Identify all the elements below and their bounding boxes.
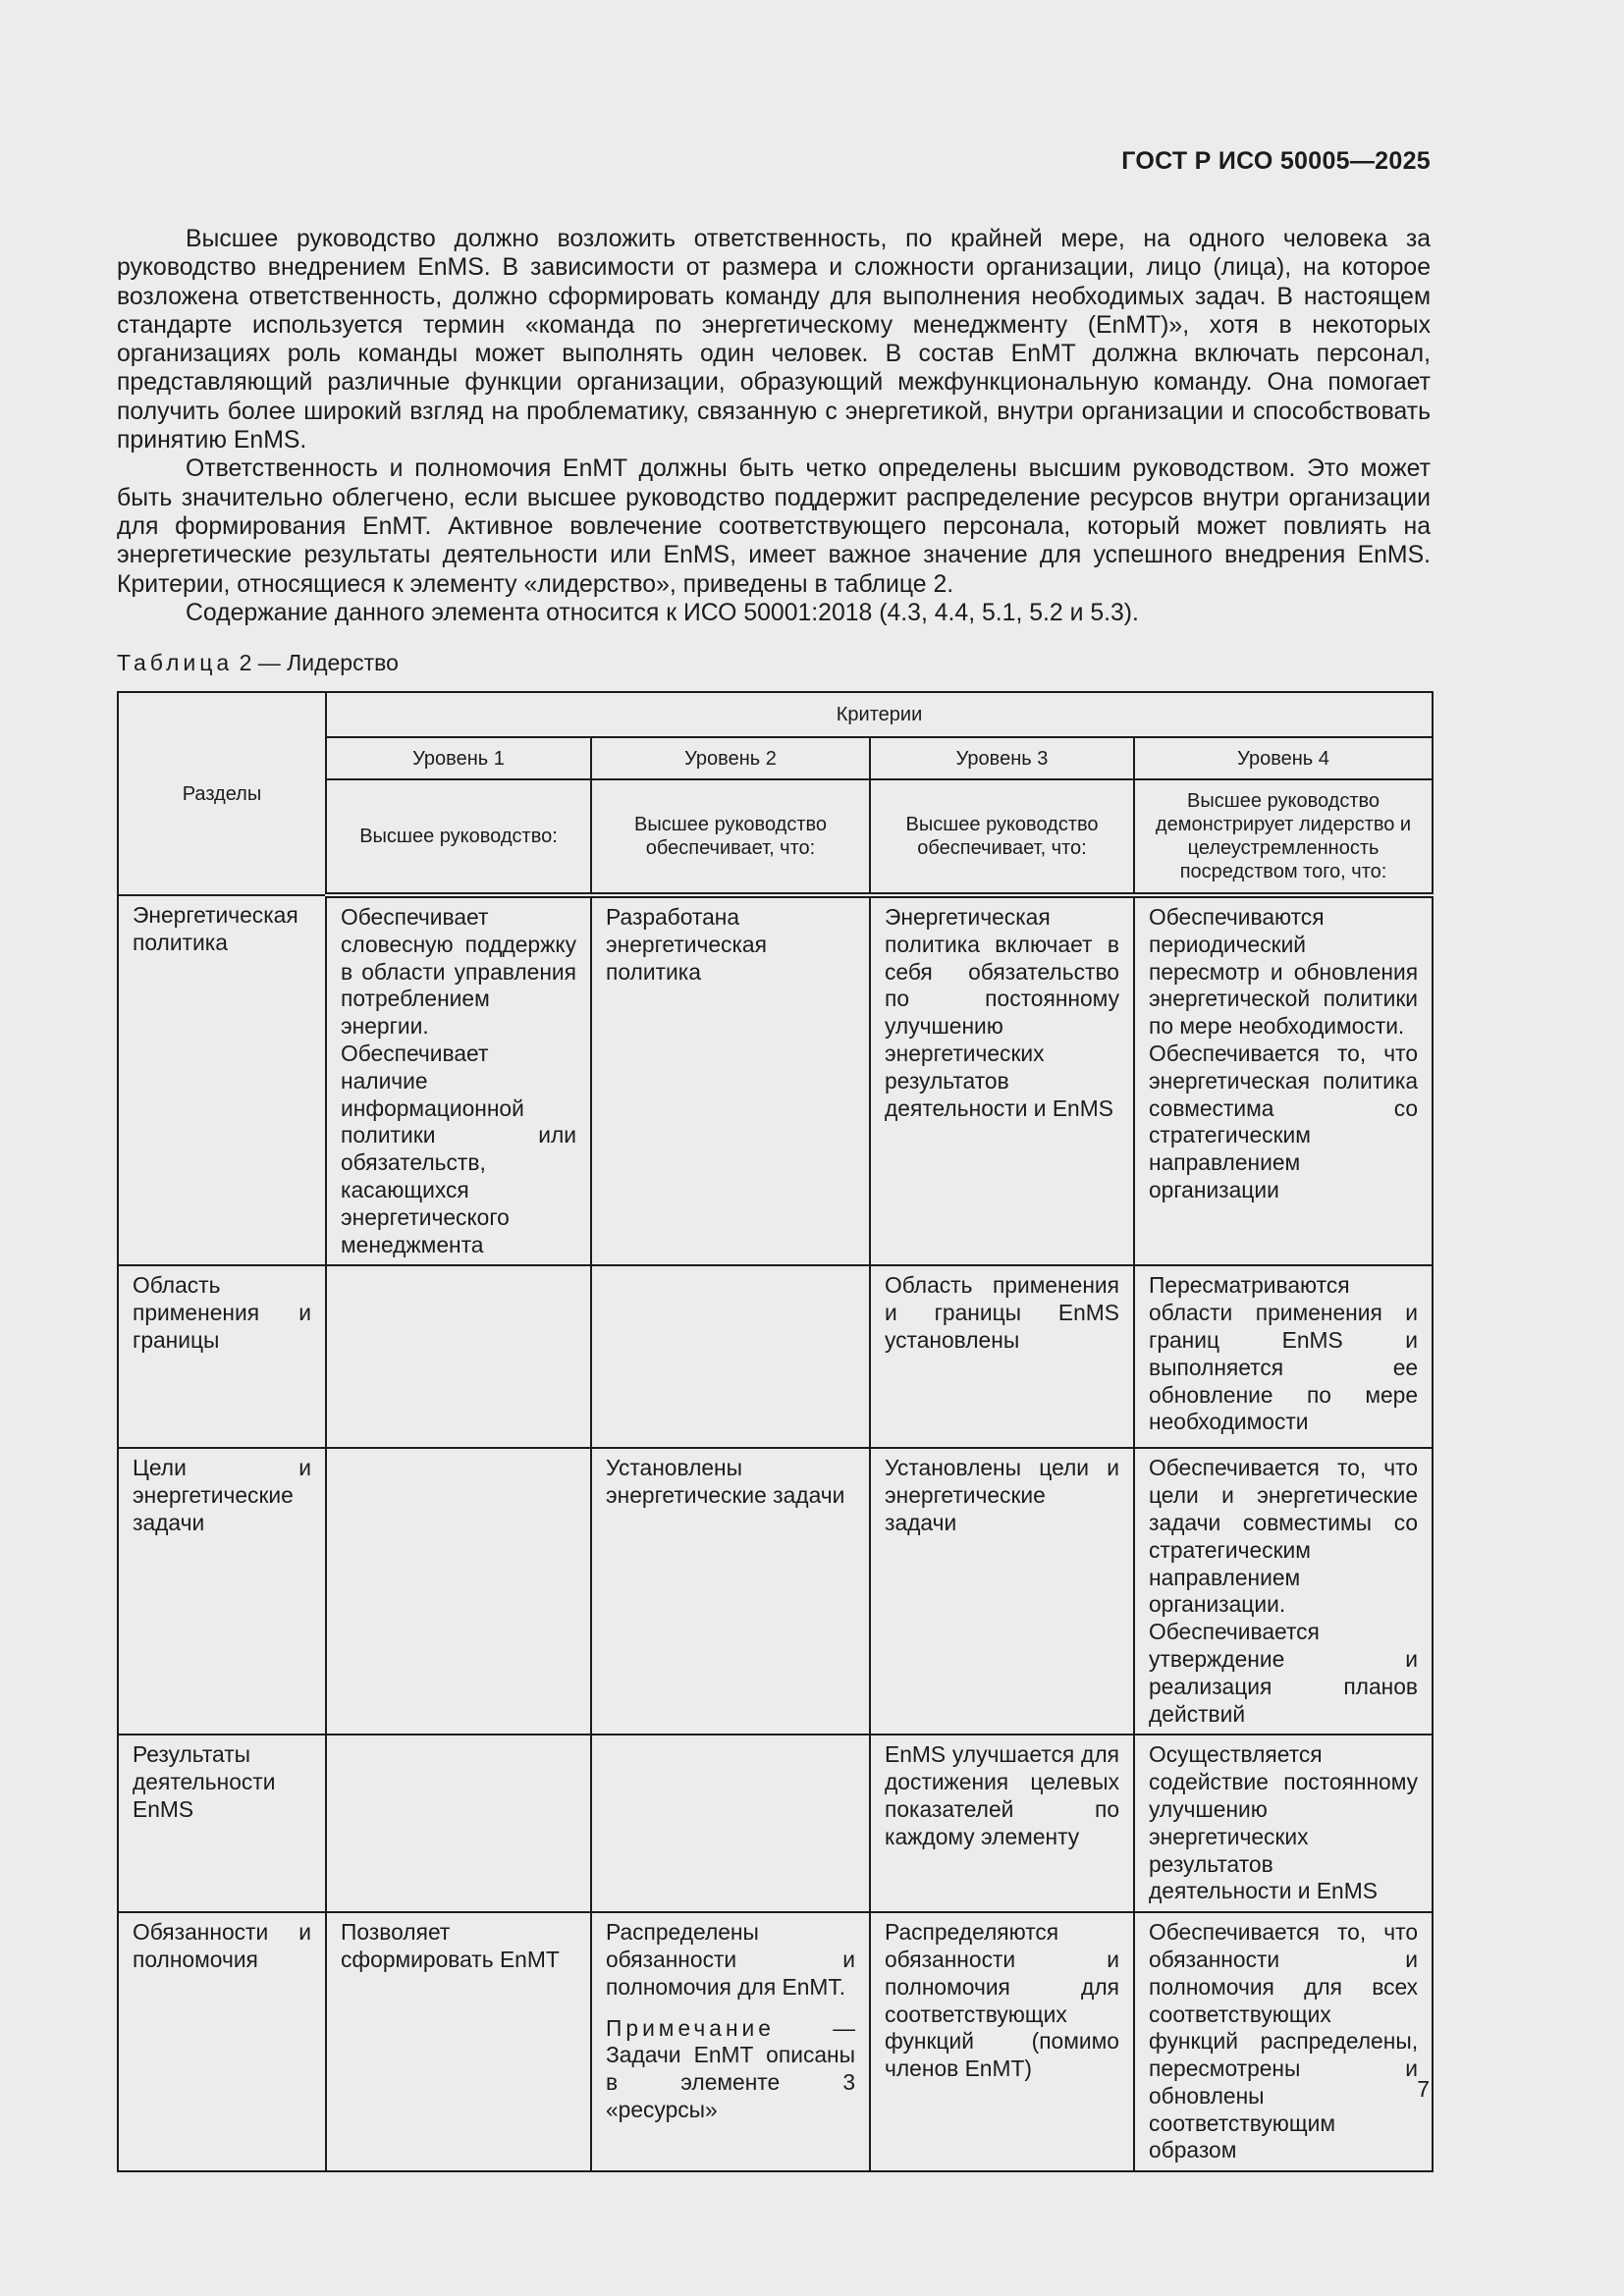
note-label: Примечание	[606, 2014, 775, 2041]
row-cell	[1134, 895, 1433, 1265]
row-cell	[326, 1265, 591, 1448]
table-row	[118, 895, 1433, 1265]
row-section: Область применения и границы	[118, 1265, 326, 1448]
row-cell	[591, 1912, 870, 2171]
table-row	[118, 1735, 1433, 1912]
page-number: 7	[1417, 2076, 1430, 2102]
row-cell	[326, 1912, 591, 2171]
row-cell	[1134, 1735, 1433, 1912]
level-1-description: Высшее руководство:	[326, 779, 591, 895]
row-cell	[870, 1912, 1134, 2171]
row-cell	[326, 1448, 591, 1735]
row-cell	[1134, 1265, 1433, 1448]
cell-text: Энергетическая политика включает в себя обязательство по постоянному улучшению энергетических результатов деятельности и EnMS	[885, 904, 1119, 1121]
table-caption-label: Таблица	[117, 650, 234, 675]
table-caption-title: 2 — Лидерство	[239, 650, 399, 675]
note-text: — Задачи EnMT описаны в элементе 3 «ресурсы»	[606, 2014, 855, 2122]
cell-text: Обеспечиваются периодический пересмотр и обновления энергетической политики по мере необходимости.	[1149, 904, 1419, 1040]
row-cell	[591, 1735, 870, 1912]
table-caption	[117, 650, 399, 676]
header-criteria: Критерии	[326, 692, 1433, 737]
cell-text: Обеспечивается утверждение и реализация планов действий	[1149, 1619, 1419, 1727]
row-cell	[870, 1265, 1134, 1448]
row-section: Результаты деятельности EnMS	[118, 1735, 326, 1912]
row-section: Энергетическая политика	[118, 895, 326, 1265]
header-level-2: Уровень 2	[591, 737, 870, 779]
row-cell	[591, 895, 870, 1265]
cell-text: Обеспечивается то, что цели и энергетические задачи совместимы со стратегическим направлением организации.	[1149, 1455, 1419, 1618]
row-cell	[870, 895, 1134, 1265]
header-level-3: Уровень 3	[870, 737, 1134, 779]
cell-text: EnMS улучшается для достижения целевых показателей по каждому элементу	[885, 1741, 1119, 1849]
row-cell	[870, 1735, 1134, 1912]
row-cell	[326, 1735, 591, 1912]
header-level-1: Уровень 1	[326, 737, 591, 779]
leadership-table	[117, 691, 1434, 2172]
cell-text: Обеспечивает словесную поддержку в области управления потреблением энергии.	[341, 904, 576, 1040]
cell-text: Позволяет сформировать EnMT	[341, 1919, 560, 1972]
row-cell	[326, 895, 591, 1265]
cell-text: Разработана энергетическая политика	[606, 904, 767, 985]
row-section: Обязанности и полномочия	[118, 1912, 326, 2171]
level-2-description: Высшее руководство обеспечивает, что:	[591, 779, 870, 895]
cell-text: Область применения и границы EnMS установлены	[885, 1272, 1119, 1353]
cell-text: Установлены цели и энергетические задачи	[885, 1455, 1119, 1535]
row-cell	[1134, 1448, 1433, 1735]
header-sections: Разделы	[118, 692, 326, 895]
table-row	[118, 1265, 1433, 1448]
row-cell	[1134, 1912, 1433, 2171]
paragraph: Содержание данного элемента относится к ИСО 50001:2018 (4.3, 4.4, 5.1, 5.2 и 5.3).	[186, 599, 1139, 626]
document-header: ГОСТ Р ИСО 50005—2025	[1121, 147, 1431, 175]
paragraph: Ответственность и полномочия EnMT должны быть четко определены высшим руководством. Это может быть значительно облегчено, если высшее руководство поддержит распределение ресурсов внутри организации для формирования EnMT. Активное вовлечение соответствующего персонала, который может повлиять на энергетические результаты деятельности или EnMS, имеет важное значение для успешного внедрения EnMS. Критерии, относящиеся к элементу «лидерство», приведены в таблице 2.	[117, 455, 1431, 598]
row-cell	[591, 1448, 870, 1735]
paragraph: Высшее руководство должно возложить ответственность, по крайней мере, на одного человека за руководство внедрением EnMS. В зависимости от размера и сложности организации, лицо (лица), на которое возложена ответственность, должно сформировать команду для выполнения необходимых задач. В настоящем стандарте используется термин «команда по энергетическому менеджменту (EnMT)», хотя в некоторых организациях роль команды может выполнять один человек. В состав EnMT должна включать персонал, представляющий различные функции организации, образующий межфункциональную команду. Она помогает получить более широкий взгляд на проблематику, связанную с энергетикой, внутри организации и способствовать принятию EnMS.	[117, 226, 1431, 454]
cell-text: Распределяются обязанности и полномочия для соответствующих функций (помимо членов EnMT)	[885, 1919, 1119, 2082]
table-row	[118, 1912, 1433, 2171]
cell-text: Обеспечивает наличие информационной политики или обязательств, касающихся энергетического менеджмента	[341, 1040, 576, 1257]
cell-text: Осуществляется содействие постоянному улучшению энергетических результатов деятельности и EnMS	[1149, 1741, 1419, 1904]
row-section: Цели и энергетические задачи	[118, 1448, 326, 1735]
cell-text: Распределены обязанности и полномочия для EnMT.	[606, 1919, 855, 2000]
cell-text: Обеспечивается то, что энергетическая политика совместима со стратегическим направлением организации	[1149, 1040, 1419, 1202]
cell-text: Пересматриваются области применения и границ EnMS и выполняется ее обновление по мере необходимости	[1149, 1272, 1419, 1435]
body-text	[117, 225, 1431, 627]
level-3-description: Высшее руководство обеспечивает, что:	[870, 779, 1134, 895]
row-cell	[870, 1448, 1134, 1735]
table-row	[118, 1448, 1433, 1735]
cell-text: Установлены энергетические задачи	[606, 1455, 845, 1509]
table-note	[606, 2015, 855, 2124]
level-4-description: Высшее руководство демонстрирует лидерство и целеустремленность посредством того, что:	[1134, 779, 1433, 895]
header-level-4: Уровень 4	[1134, 737, 1433, 779]
row-cell	[591, 1265, 870, 1448]
table-header-row	[118, 692, 1433, 737]
cell-text: Обеспечивается то, что обязанности и полномочия для всех соответствующих функций распределены, пересмотрены и обновлены соответствующим образом	[1149, 1919, 1419, 2163]
